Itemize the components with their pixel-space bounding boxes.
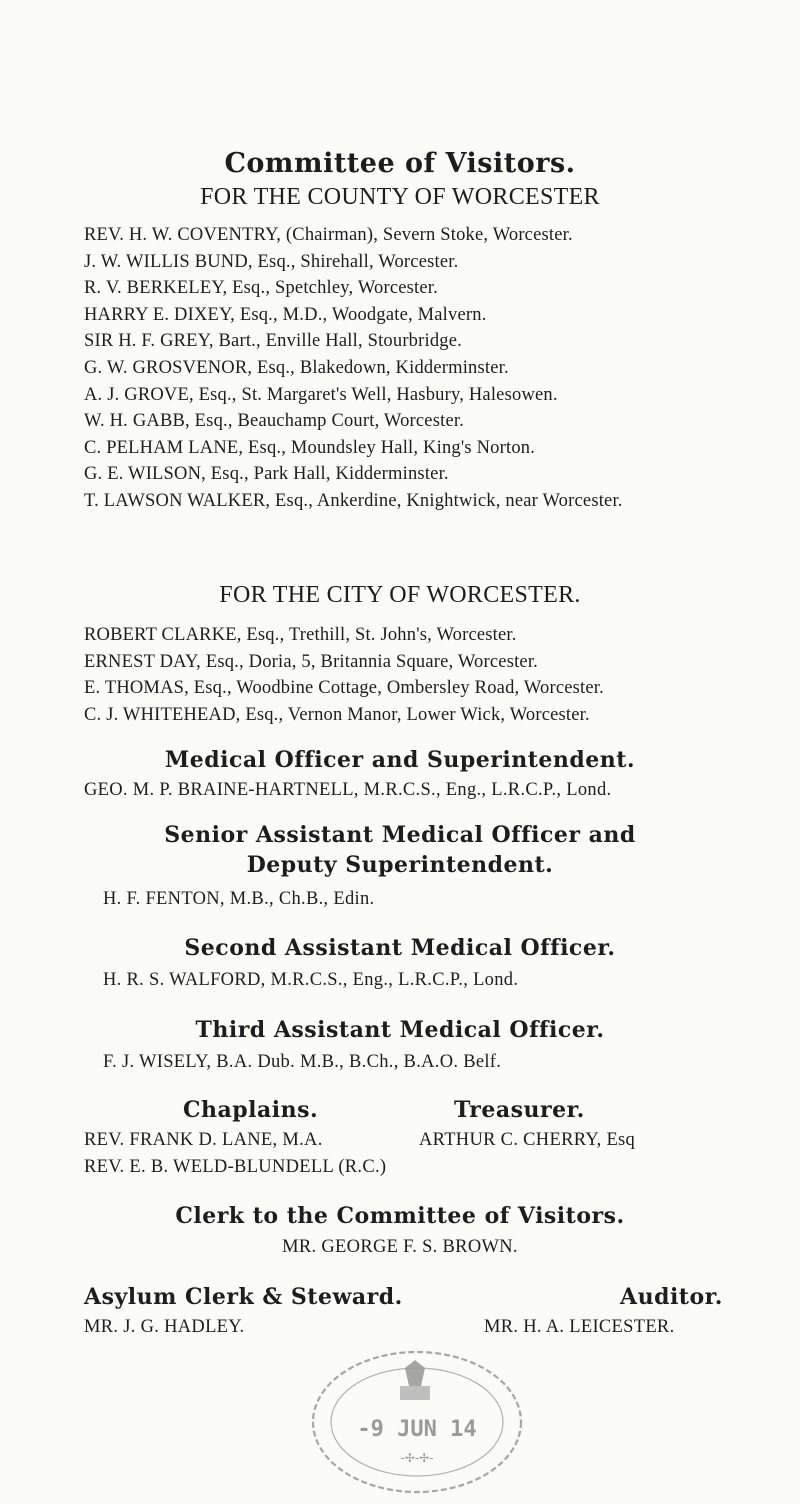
list-item: T. LAWSON WALKER, Esq., Ankerdine, Knightwick, near Worcester.: [84, 490, 623, 511]
stamp-crest-icon: [405, 1360, 425, 1386]
senior-assistant-heading-2: Deputy Superintendent.: [246, 852, 554, 878]
chaplain-name: REV. E. B. WELD-BLUNDELL (R.C.): [84, 1157, 387, 1177]
list-item: C. J. WHITEHEAD, Esq., Vernon Manor, Lower Wick, Worcester.: [84, 704, 590, 725]
asylum-clerk-heading: Asylum Clerk & Steward.: [84, 1284, 403, 1310]
list-item: SIR H. F. GREY, Bart., Enville Hall, Stourbridge.: [84, 331, 462, 352]
stamp-date-text: -9 JUN 14: [357, 1417, 477, 1442]
auditor-name: MR. H. A. LEICESTER.: [484, 1317, 675, 1337]
list-item: G. E. WILSON, Esq., Park Hall, Kidderminster.: [84, 464, 449, 485]
list-item: ERNEST DAY, Esq., Doria, 5, Britannia Square, Worcester.: [84, 651, 539, 672]
medical-officer-heading: Medical Officer and Superintendent.: [164, 747, 636, 773]
committee-heading: Committee of Visitors.: [224, 148, 576, 179]
medical-officer-name: GEO. M. P. BRAINE-HARTNELL, M.R.C.S., Eng., L.R.C.P., Lond.: [84, 780, 612, 800]
list-item: HARRY E. DIXEY, Esq., M.D., Woodgate, Malvern.: [84, 304, 487, 325]
asylum-clerk-name: MR. J. G. HADLEY.: [84, 1317, 245, 1337]
stamp-crest-base: [400, 1386, 430, 1400]
city-members-list: [84, 622, 764, 728]
second-assistant-heading: Second Assistant Medical Officer.: [184, 935, 616, 961]
library-date-stamp: [300, 1340, 535, 1495]
clerk-committee-name: MR. GEORGE F. S. BROWN.: [282, 1237, 518, 1257]
list-item: G. W. GROSVENOR, Esq., Blakedown, Kidderminster.: [84, 357, 509, 378]
third-assistant-heading: Third Assistant Medical Officer.: [195, 1017, 605, 1043]
third-assistant-name: F. J. WISELY, B.A. Dub. M.B., B.Ch., B.A.O. Belf.: [103, 1052, 502, 1072]
chaplain-name: REV. FRANK D. LANE, M.A.: [84, 1130, 323, 1150]
list-item: W. H. GABB, Esq., Beauchamp Court, Worcester.: [84, 411, 465, 432]
second-assistant-name: H. R. S. WALFORD, M.R.C.S., Eng., L.R.C.P., Lond.: [103, 970, 519, 990]
county-members-list: [84, 222, 764, 515]
treasurer-heading: Treasurer.: [454, 1097, 585, 1123]
list-item: REV. H. W. COVENTRY, (Chairman), Severn Stoke, Worcester.: [84, 225, 573, 245]
list-item: A. J. GROVE, Esq., St. Margaret's Well, Hasbury, Halesowen.: [84, 384, 558, 405]
city-heading: FOR THE CITY OF WORCESTER.: [219, 582, 581, 608]
senior-assistant-heading-1: Senior Assistant Medical Officer and: [164, 822, 636, 848]
list-item: C. PELHAM LANE, Esq., Moundsley Hall, King's Norton.: [84, 437, 536, 458]
chaplains-heading: Chaplains.: [183, 1097, 319, 1123]
clerk-committee-heading: Clerk to the Committee of Visitors.: [175, 1203, 625, 1229]
treasurer-name: ARTHUR C. CHERRY, Esq: [419, 1130, 636, 1150]
list-item: E. THOMAS, Esq., Woodbine Cottage, Ombersley Road, Worcester.: [84, 678, 604, 699]
auditor-heading: Auditor.: [620, 1284, 723, 1310]
list-item: R. V. BERKELEY, Esq., Spetchley, Worcester.: [84, 278, 438, 299]
county-heading: FOR THE COUNTY OF WORCESTER: [200, 184, 600, 210]
senior-assistant-name: H. F. FENTON, M.B., Ch.B., Edin.: [103, 889, 375, 909]
list-item: ROBERT CLARKE, Esq., Trethill, St. John's, Worcester.: [84, 625, 517, 645]
list-item: J. W. WILLIS BUND, Esq., Shirehall, Worcester.: [84, 251, 459, 272]
stamp-ornament: -✢-✢-: [400, 1451, 434, 1465]
